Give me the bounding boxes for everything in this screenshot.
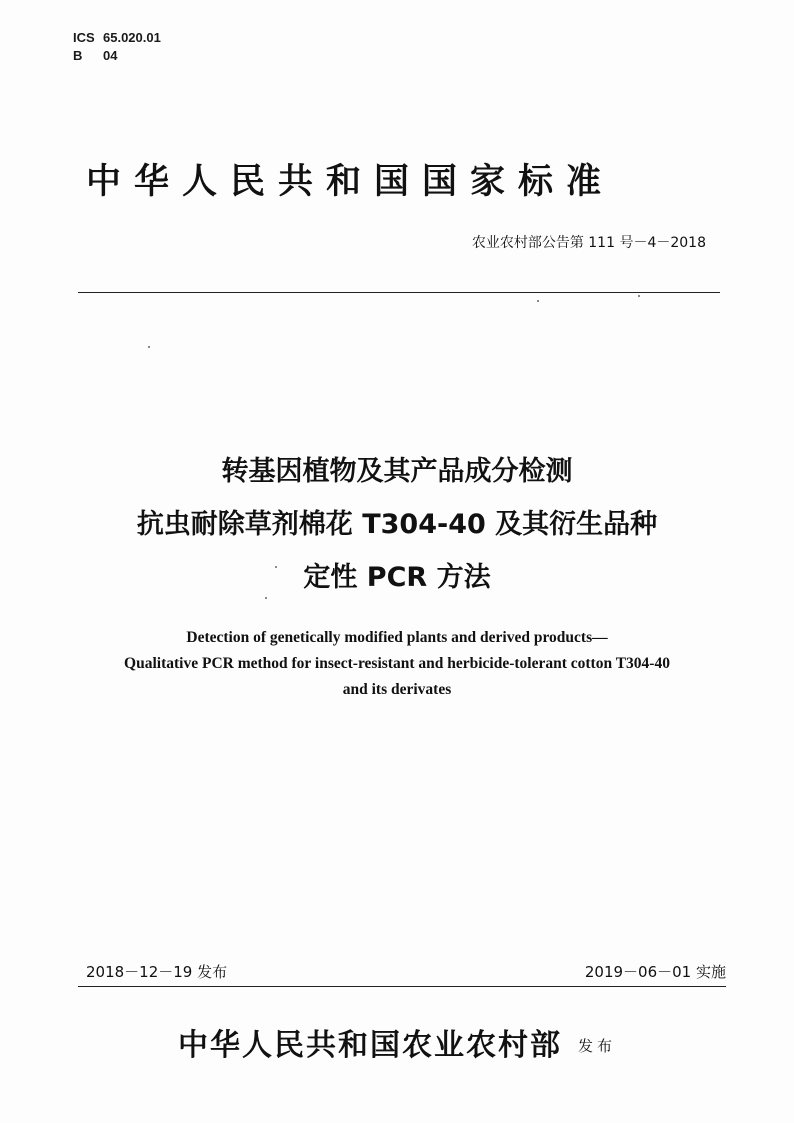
english-title xyxy=(40,625,754,703)
chinese-title-line-2: 抗虫耐除草剂棉花 T304-40 及其衍生品种 xyxy=(136,509,658,540)
top-divider xyxy=(78,292,720,293)
scan-speck xyxy=(275,566,277,568)
ics-code: 65.020.01 xyxy=(103,30,161,45)
chinese-title-line-3: 定性 PCR 方法 xyxy=(303,562,491,593)
ccs-label: B xyxy=(73,48,83,63)
implementation-date: 2019－06－01 实施 xyxy=(584,963,726,981)
classification-codes xyxy=(73,29,161,65)
issue-date: 2018－12－19 发布 xyxy=(86,963,228,981)
ccs-code: 04 xyxy=(103,48,118,63)
english-title-line-3: and its derivates xyxy=(342,681,452,698)
publisher-line xyxy=(0,1020,794,1064)
chinese-title xyxy=(40,445,754,604)
scan-speck xyxy=(265,597,267,599)
ics-code-line xyxy=(73,29,161,47)
publisher-name: 中华人民共和国农业农村部 xyxy=(177,1028,562,1063)
ics-label: ICS xyxy=(73,30,95,45)
publisher-suffix: 发布 xyxy=(577,1037,616,1055)
chinese-title-line-1: 转基因植物及其产品成分检测 xyxy=(221,456,573,487)
scan-speck xyxy=(537,300,539,302)
scan-speck xyxy=(148,346,150,348)
announcement-number: 农业农村部公告第 111 号－4－2018 xyxy=(471,235,706,251)
national-standard-heading: 中华人民共和国国家标准 xyxy=(86,162,615,202)
english-title-line-2: Qualitative PCR method for insect-resistant and herbicide-tolerant cotton T304-40 xyxy=(124,655,670,672)
ccs-code-line xyxy=(73,47,161,65)
bottom-divider xyxy=(78,986,726,987)
scan-speck xyxy=(638,295,640,297)
english-title-line-1: Detection of genetically modified plants and derived products— xyxy=(186,629,608,646)
